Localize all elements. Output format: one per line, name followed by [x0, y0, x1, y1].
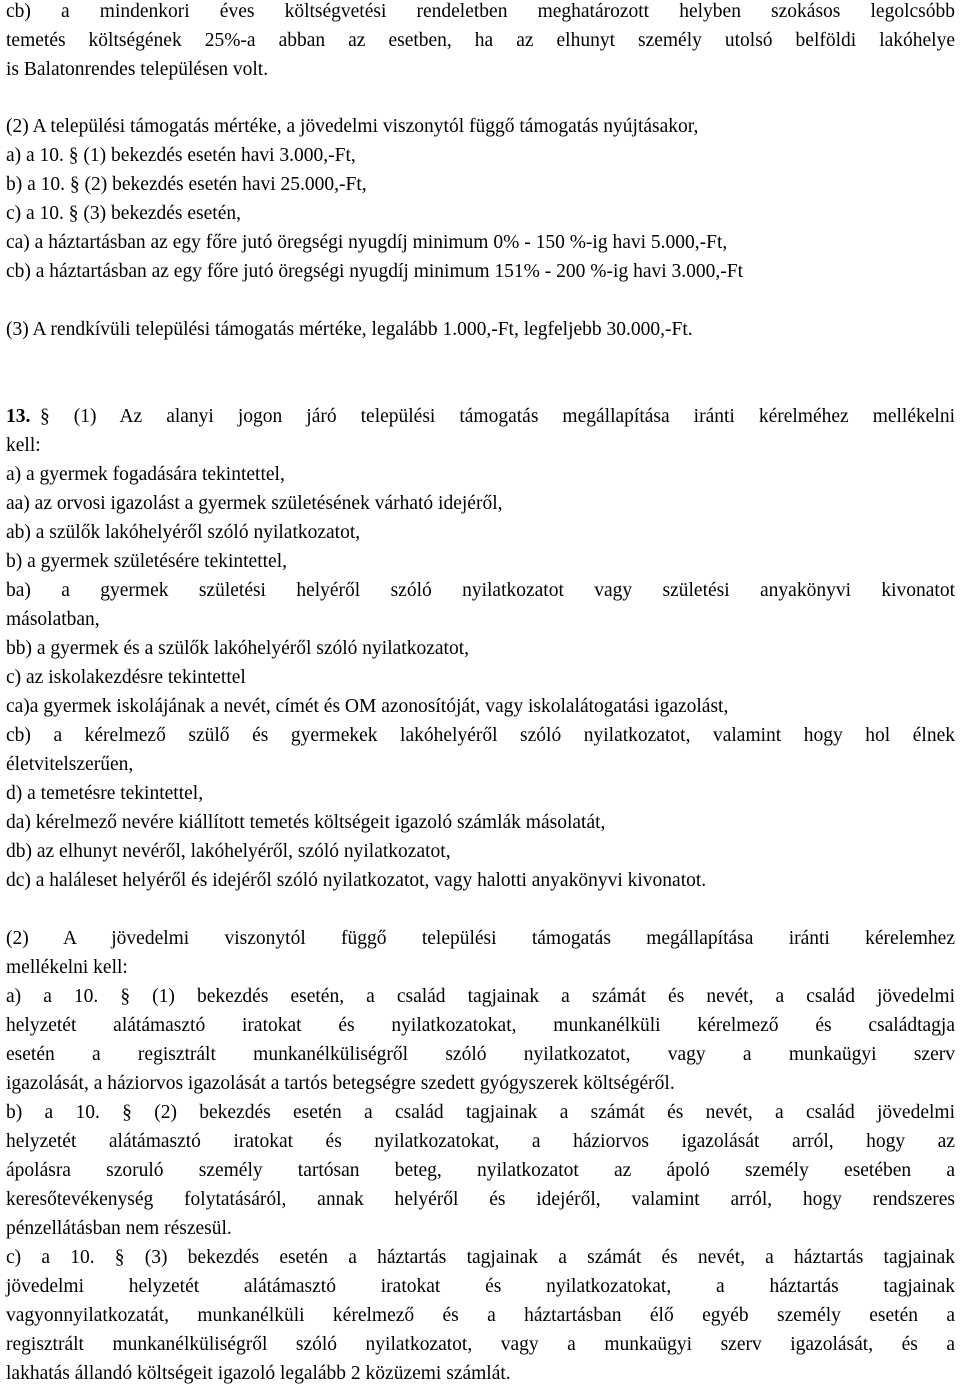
- text-line: temetés költségének 25%-a abban az esetben, ha az elhunyt személy utolsó belföldi lakóhelye: [6, 30, 955, 51]
- text-line: helyzetét alátámasztó iratokat és nyilatkozatokat, a háziorvos igazolását arról, hogy az: [6, 1131, 955, 1152]
- text-line: c) a 10. § (3) bekezdés esetén a háztartás tagjainak a számát és nevét, a háztartás tagjainak: [6, 1247, 955, 1268]
- text-line: b) a gyermek születésére tekintettel,: [6, 551, 287, 572]
- text-line: mellékelni kell:: [6, 957, 128, 978]
- text-line: ab) a szülők lakóhelyéről szóló nyilatkozatot,: [6, 522, 361, 543]
- text-line: ca)a gyermek iskolájának a nevét, címét és OM azonosítóját, vagy iskolalátogatási igazolást,: [6, 696, 729, 717]
- text-line: cb) a kérelmező szülő és gyermekek lakóhelyéről szóló nyilatkozatot, valamint hogy hol élnek: [6, 725, 955, 746]
- text-line: esetén a regisztrált munkanélküliségről szóló nyilatkozatot, vagy a munkaügyi szerv: [6, 1044, 955, 1065]
- text-line: c) a 10. § (3) bekezdés esetén,: [6, 203, 241, 224]
- text-line: életvitelszerűen,: [6, 754, 134, 775]
- text-line: pénzellátásban nem részesül.: [6, 1218, 232, 1239]
- text-line: db) az elhunyt nevéről, lakóhelyéről, szóló nyilatkozatot,: [6, 841, 451, 862]
- text-line: jövedelmi helyzetét alátámasztó iratokat és nyilatkozatokat, a háztartás tagjainak: [6, 1276, 955, 1297]
- text-line: a) a 10. § (1) bekezdés esetén havi 3.000,-Ft,: [6, 145, 356, 166]
- text-line: ba) a gyermek születési helyéről szóló nyilatkozatot vagy születési anyakönyvi kivonatot: [6, 580, 955, 601]
- text-line: regisztrált munkanélküliségről szóló nyilatkozatot, vagy a munkaügyi szerv igazolását, és a: [6, 1334, 955, 1355]
- section-number: 13.: [6, 406, 31, 427]
- text-line: igazolását, a háziorvos igazolását a tartós betegségre szedett gyógyszerek költségéről.: [6, 1073, 675, 1094]
- text-line: c) az iskolakezdésre tekintettel: [6, 667, 246, 688]
- text-line: § (1) Az alanyi jogon járó települési támogatás megállapítása iránti kérelméhez mellékelni: [40, 406, 955, 427]
- text-line: b) a 10. § (2) bekezdés esetén havi 25.000,-Ft,: [6, 174, 367, 195]
- text-line: (2) A jövedelmi viszonytól függő települési támogatás megállapítása iránti kérelemhez: [6, 928, 955, 949]
- text-line: lakhatás állandó költségeit igazoló legalább 2 közüzemi számlát.: [6, 1363, 511, 1384]
- text-line: vagyonnyilatkozatát, munkanélküli kérelmező és a háztartásban élő egyéb személy esetén a: [6, 1305, 955, 1326]
- text-line: da) kérelmező nevére kiállított temetés költségeit igazoló számlák másolatát,: [6, 812, 606, 833]
- text-line: ápolásra szoruló személy tartósan beteg, nyilatkozatot az ápoló személy esetében a: [6, 1160, 955, 1181]
- text-line: d) a temetésre tekintettel,: [6, 783, 204, 804]
- text-line: kell:: [6, 435, 41, 456]
- text-line: cb) a mindenkori éves költségvetési rendeletben meghatározott helyben szokásos legolcsóbb: [6, 1, 955, 22]
- text-line: is Balatonrendes településen volt.: [6, 59, 269, 80]
- text-line: aa) az orvosi igazolást a gyermek születésének várható idejéről,: [6, 493, 503, 514]
- text-line: b) a 10. § (2) bekezdés esetén a család tagjainak a számát és nevét, a család jövedelmi: [6, 1102, 955, 1123]
- text-line: (2) A települési támogatás mértéke, a jövedelmi viszonytól függő támogatás nyújtásakor,: [6, 116, 699, 137]
- text-line: keresőtevékenység folytatásáról, annak helyéről és idejéről, valamint arról, hogy rendszeres: [6, 1189, 955, 1210]
- text-line: a) a gyermek fogadására tekintettel,: [6, 464, 285, 485]
- text-line: (3) A rendkívüli települési támogatás mértéke, legalább 1.000,-Ft, legfeljebb 30.000,-Ft.: [6, 319, 693, 340]
- text-line: másolatban,: [6, 609, 100, 630]
- text-line: bb) a gyermek és a szülők lakóhelyéről szóló nyilatkozatot,: [6, 638, 469, 659]
- text-line: cb) a háztartásban az egy főre jutó öregségi nyugdíj minimum 151% - 200 %-ig havi 3.000,-Ft: [6, 261, 744, 282]
- text-line: dc) a haláleset helyéről és idejéről szóló nyilatkozatot, vagy halotti anyakönyvi kivonatot.: [6, 870, 707, 891]
- text-line: helyzetét alátámasztó iratokat és nyilatkozatokat, munkanélküli kérelmező és családtagja: [6, 1015, 955, 1036]
- text-line: a) a 10. § (1) bekezdés esetén, a család tagjainak a számát és nevét, a család jövedelmi: [6, 986, 955, 1007]
- text-line: ca) a háztartásban az egy főre jutó öregségi nyugdíj minimum 0% - 150 %-ig havi 5.000,-Ft,: [6, 232, 728, 253]
